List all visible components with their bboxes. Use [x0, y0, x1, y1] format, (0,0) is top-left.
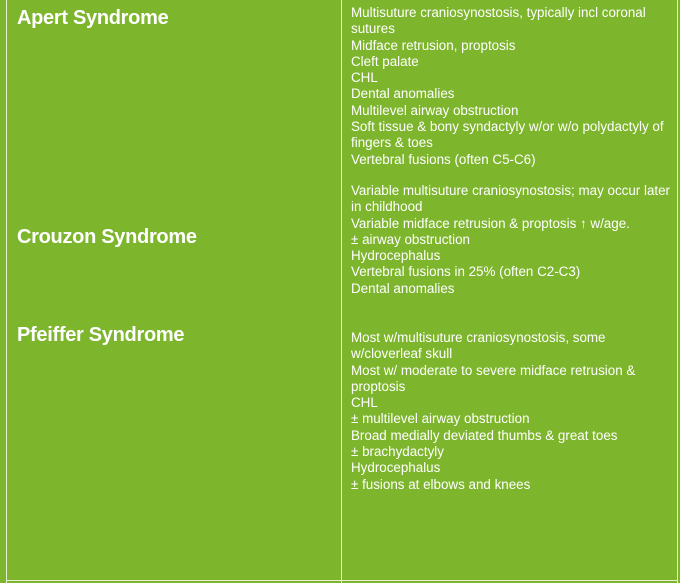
list-item: Hydrocephalus: [351, 460, 441, 476]
table-border-right: [677, 0, 678, 583]
column-divider: [341, 0, 342, 583]
pfeiffer-syndrome-name: Pfeiffer Syndrome: [17, 324, 185, 346]
list-item: Variable midface retrusion & proptosis ↑ w/age.: [351, 215, 630, 231]
list-item: ± multilevel airway obstruction: [351, 411, 530, 427]
list-item: Multisuture craniosynostosis, typically incl coronal sutures: [351, 5, 646, 37]
list-item: Midface retrusion, proptosis: [351, 37, 516, 53]
list-item: Vertebral fusions (often C5-C6): [351, 151, 536, 167]
apert-feature-list: [351, 5, 671, 168]
list-item: Vertebral fusions in 25% (often C2-C3): [351, 264, 581, 280]
crouzon-syndrome-name: Crouzon Syndrome: [17, 226, 197, 248]
list-item: CHL: [351, 395, 378, 411]
list-item: ± airway obstruction: [351, 231, 470, 247]
pfeiffer-feature-list: [351, 330, 671, 493]
list-item: ± fusions at elbows and knees: [351, 476, 531, 492]
list-item: Cleft palate: [351, 53, 419, 69]
list-item: Multilevel airway obstruction: [351, 102, 519, 118]
apert-syndrome-name: Apert Syndrome: [17, 7, 169, 29]
list-item: Soft tissue & bony syndactyly w/or w/o polydactyly of fingers & toes: [351, 119, 664, 151]
list-item: ± brachydactyly: [351, 444, 444, 460]
list-item: Dental anomalies: [351, 280, 455, 296]
crouzon-feature-list: [351, 183, 671, 297]
list-item: Broad medially deviated thumbs & great toes: [351, 427, 618, 443]
list-item: CHL: [351, 70, 378, 86]
table-border-bottom: [6, 580, 678, 581]
list-item: Most w/multisuture craniosynostosis, some w/cloverleaf skull: [351, 330, 606, 362]
list-item: Most w/ moderate to severe midface retrusion & proptosis: [351, 362, 636, 394]
table-border-left: [6, 0, 7, 583]
list-item: Hydrocephalus: [351, 248, 441, 264]
list-item: Dental anomalies: [351, 86, 455, 102]
list-item: Variable multisuture craniosynostosis; may occur later in childhood: [351, 183, 671, 215]
